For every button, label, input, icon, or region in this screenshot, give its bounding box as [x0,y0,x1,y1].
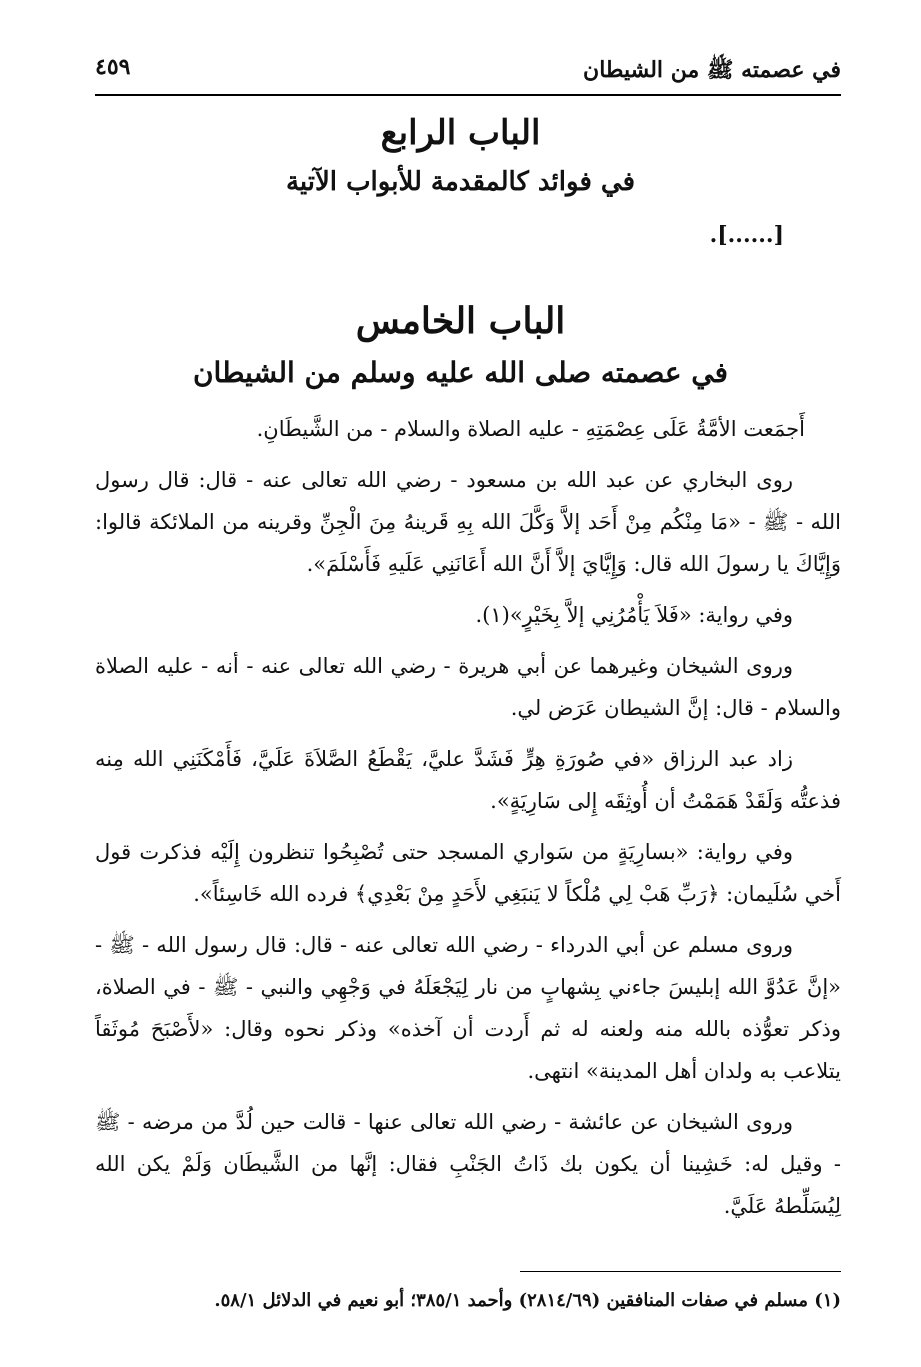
chapter-5-subtitle: في عصمته صلى الله عليه وسلم من الشيطان [192,356,728,389]
paragraph: وفي رواية: «بسارِيَةٍ من سَواري المسجد حتى تُصْبِحُوا تنظرون إِلَيْه فذكرت قول أَخي سُلَيمان: ﴿رَبِّ هَبْ لِي مُلْكاً لا يَنبَغِي لأَحَدٍ مِنْ بَعْدِي﴾ فرده الله خَاسِئاً». [95,840,841,906]
chapter-4-subtitle: في فوائد كالمقدمة للأبواب الآتية [285,167,636,197]
paragraph: وروى مسلم عن أبي الدرداء - رضي الله تعالى عنه - قال: قال رسول الله - ﷺ - «إنَّ عَدُوَّ الله إبليسَ جاءني بِشهابٍ من نار لِيَجْعَلَهُ في وَجْهِي والنبي - ﷺ - في الصلاة، وذكر تعوُّذه بالله منه ولعنه له ثم أَردت أن آخذه» وذكر نحوه وقال: «لأَصْبَحَ مُوثَقاً يتلاعب به ولدان أهل المدينة» انتهى. [95,933,841,1083]
body-text [95,408,841,1236]
header-title: في عصمته ﷺ من الشيطان [583,57,841,83]
omission-mark: [......]. [709,222,784,248]
paragraph: أَجمَعت الأمَّةُ عَلَى عِصْمَتِهِ - عليه الصلاة والسلام - من الشَّيطَانِ. [256,417,805,441]
paragraph: وروى الشيخان عن عائشة - رضي الله تعالى عنها - قالت حين لُدَّ من مرضه - ﷺ - وقيل له: خَشِينا أن يكون بك ذَاتُ الجَنْبِ فقال: إنَّها من الشَّيطَان وَلَمْ يكن الله لِيُسَلِّطهُ عَلَيَّ. [95,1110,841,1218]
paragraph: وفي رواية: «فَلاَ يَأْمُرُنِي إلاَّ بِخَيْرٍ»(١). [475,603,793,627]
chapter-5-title: الباب الخامس [355,300,566,342]
footnote-rule [520,1271,841,1272]
paragraph: وروى الشيخان وغيرهما عن أبي هريرة - رضي الله تعالى عنه - أنه - عليه الصلاة والسلام - قال: إنَّ الشيطان عَرَض لي. [95,654,841,720]
chapter-4-title: الباب الرابع [380,113,541,153]
running-header [95,52,841,92]
paragraph: روى البخاري عن عبد الله بن مسعود - رضي الله تعالى عنه - قال: قال رسول الله - ﷺ - «مَا مِنْكُم مِنْ أَحَد إلاَّ وَكَّلَ الله بِهِ قَرينهُ مِنَ الْجِنِّ وقرينه من الملائكة قالوا: وَإِيَّاكَ يا رسولَ الله قال: وَإِيَّايَ إلاَّ أَنَّ الله أَعَانَنِي عَلَيهِ فَأَسْلَمَ». [95,468,841,576]
paragraph: زاد عبد الرزاق «في صُورَةِ هِرٍّ فَشَدَّ عليَّ، يَقْطَعُ الصَّلاَةَ عَلَيَّ، فَأَمْكَنَنِي الله مِنه فذعتُّه وَلَقَدْ هَمَمْتُ أن أُوثِقَه إِلى سَارِيَةٍ». [95,747,841,813]
footnote: (١) مسلم في صفات المنافقين (٢٨١٤/٦٩) وأحمد ٣٨٥/١؛ أبو نعيم في الدلائل ٥٨/١. [214,1290,841,1311]
header-rule [95,94,841,96]
page-number: ٤٥٩ [95,54,131,80]
